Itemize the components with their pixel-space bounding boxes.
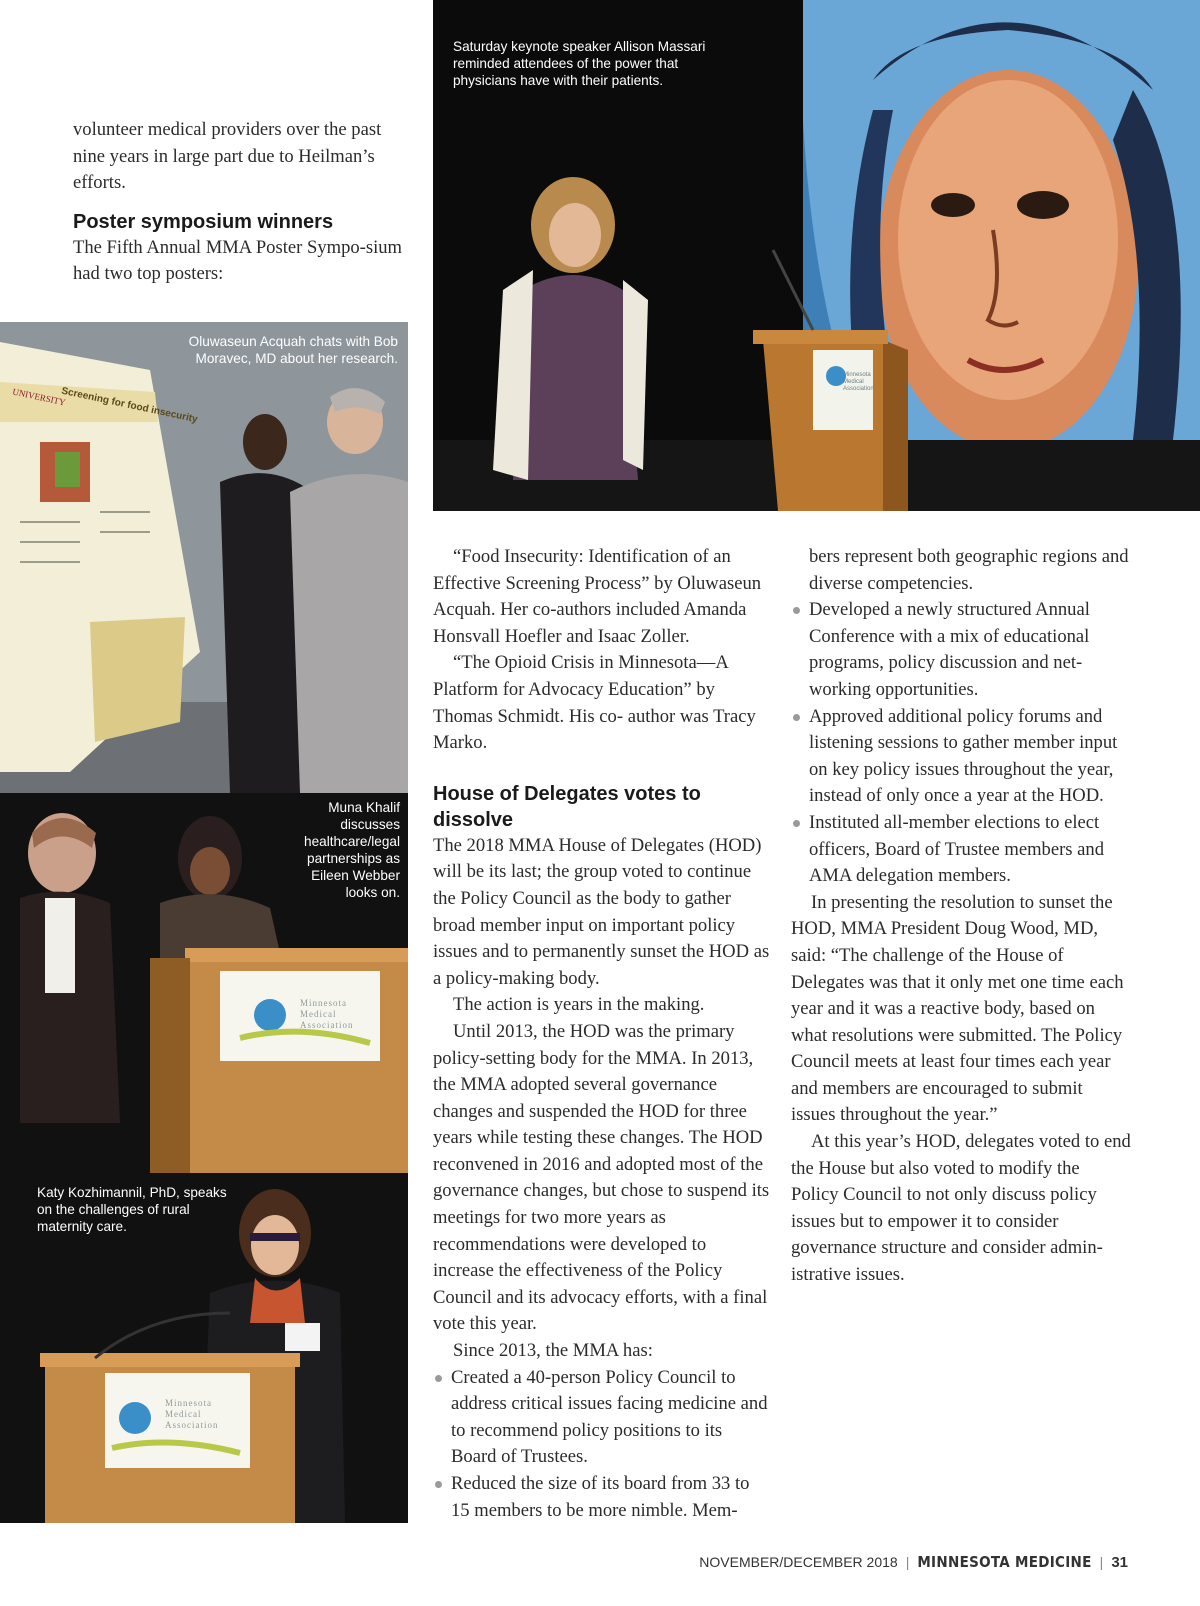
right-bullet-list xyxy=(791,597,1131,890)
middle-paragraph-4: The action is years in the making. xyxy=(453,994,705,1016)
right-paragraph-2: At this year’s HOD, delegates voted to end the House but also voted to modify the Policy Council to not only discuss policy issues but to empower it to consider governance structure and consider admin-istrative issues. xyxy=(791,1131,1131,1286)
list-item: Reduced the size of its board from 33 to 15 members to be more nimble. Mem- xyxy=(433,1471,771,1524)
middle-paragraph-6: Since 2013, the MMA has: xyxy=(453,1340,653,1362)
right-continuation: bers represent both geographic regions and diverse competencies. xyxy=(809,546,1129,594)
list-item: Approved additional policy forums and listening sessions to gather member input on key policy issues throughout the year, instead of only once a year at the HOD. xyxy=(791,704,1131,810)
muna-photo xyxy=(0,793,408,1173)
muna-sign-line3: Association xyxy=(300,1020,354,1030)
poster-title: Screening for food insecurity xyxy=(60,385,199,426)
footer-issue: NOVEMBER/DECEMBER 2018 xyxy=(699,1554,898,1570)
keynote-podium-sign: Minnesota Medical Association xyxy=(843,372,874,392)
intro-paragraph: volunteer medical providers over the past nine years in large part due to Heilman’s efforts. xyxy=(73,119,382,194)
left-column-text xyxy=(73,117,403,288)
katy-sign-line1: Minnesota xyxy=(165,1398,212,1408)
muna-sign-line1: Minnesota xyxy=(300,998,347,1008)
middle-paragraph-2: “The Opioid Crisis in Minnesota—A Platform for Advocacy Education” by Thomas Schmidt. His co- author was Tracy Marko. xyxy=(433,652,756,754)
list-item: Created a 40-person Policy Council to address critical issues facing medicine and to recommend policy positions to its Board of Trustees. xyxy=(433,1365,771,1471)
muna-caption: Muna Khalif discusses healthcare/legal partnerships as Eileen Webber looks on. xyxy=(304,800,400,900)
muna-sign-line2: Medical xyxy=(300,1009,337,1019)
section-heading-poster: Poster symposium winners xyxy=(73,210,334,233)
katy-caption: Katy Kozhimannil, PhD, speaks on the challenges of rural maternity care. xyxy=(37,1185,227,1234)
katy-sign-line3: Association xyxy=(165,1420,219,1430)
poster-photo xyxy=(0,322,408,793)
keynote-caption: Saturday keynote speaker Allison Massari reminded attendees of the power that physicians have with their patients. xyxy=(453,39,706,88)
poster-org: UNIVERSITY xyxy=(11,386,67,408)
katy-sign-text xyxy=(165,1398,219,1431)
poster-caption: Oluwaseun Acquah chats with Bob Moravec, MD about her research. xyxy=(188,334,398,366)
page-number: 31 xyxy=(1111,1554,1128,1571)
footer-magazine: MINNESOTA MEDICINE xyxy=(917,1553,1092,1571)
middle-paragraph-5: Until 2013, the HOD was the primary policy-setting body for the MMA. In 2013, the MMA adopted several governance changes and suspended the HOD for three years while testing these changes. The HOD reconvened in 2016 and adopted most of the governance changes, but chose to suspend its meetings for two more years as recommendations were developed to increase the effectiveness of the Policy Council and its advocacy efforts, with a final vote this year. xyxy=(433,1020,770,1335)
keynote-photo xyxy=(433,0,1200,511)
footer-separator-2: | xyxy=(1099,1554,1104,1570)
middle-paragraph-3: The 2018 MMA House of Delegates (HOD) will be its last; the group voted to continue the Policy Council as the body to gather broad member input on important policy issues and to permanently sunset the HOD as a policy-making body. xyxy=(433,834,770,989)
list-item: Developed a newly structured Annual Conference with a mix of educational programs, policy discussion and net-working opportunities. xyxy=(791,597,1131,703)
muna-sign-text xyxy=(300,998,354,1031)
middle-column-text xyxy=(433,544,771,1524)
katy-sign-line2: Medical xyxy=(165,1409,202,1419)
poster-intro-paragraph: The Fifth Annual MMA Poster Sympo-sium had two top posters: xyxy=(73,236,403,285)
list-item: Instituted all-member elections to elect officers, Board of Trustee members and AMA delegation members. xyxy=(791,810,1131,890)
footer-separator: | xyxy=(905,1554,910,1570)
middle-bullet-list xyxy=(433,1365,771,1525)
page-footer xyxy=(0,1553,1128,1571)
katy-photo xyxy=(0,1173,408,1523)
middle-paragraph-1: “Food Insecurity: Identification of an Effective Screening Process” by Oluwaseun Acquah. Her co-authors included Amanda Honsvall Hoefler and Isaac Zoller. xyxy=(433,546,762,647)
right-column-text xyxy=(791,544,1131,1289)
section-heading-hod: House of Delegates votes to dissolve xyxy=(433,782,701,831)
right-paragraph-1: In presenting the resolution to sunset the HOD, MMA President Doug Wood, MD, said: “The challenge of the House of Delegates was that it only met one time each year and it was a reactive body, based on what resolutions were submitted. The Policy Council meets at least four times each year and members are encouraged to submit issues throughout the year.” xyxy=(791,891,1124,1126)
